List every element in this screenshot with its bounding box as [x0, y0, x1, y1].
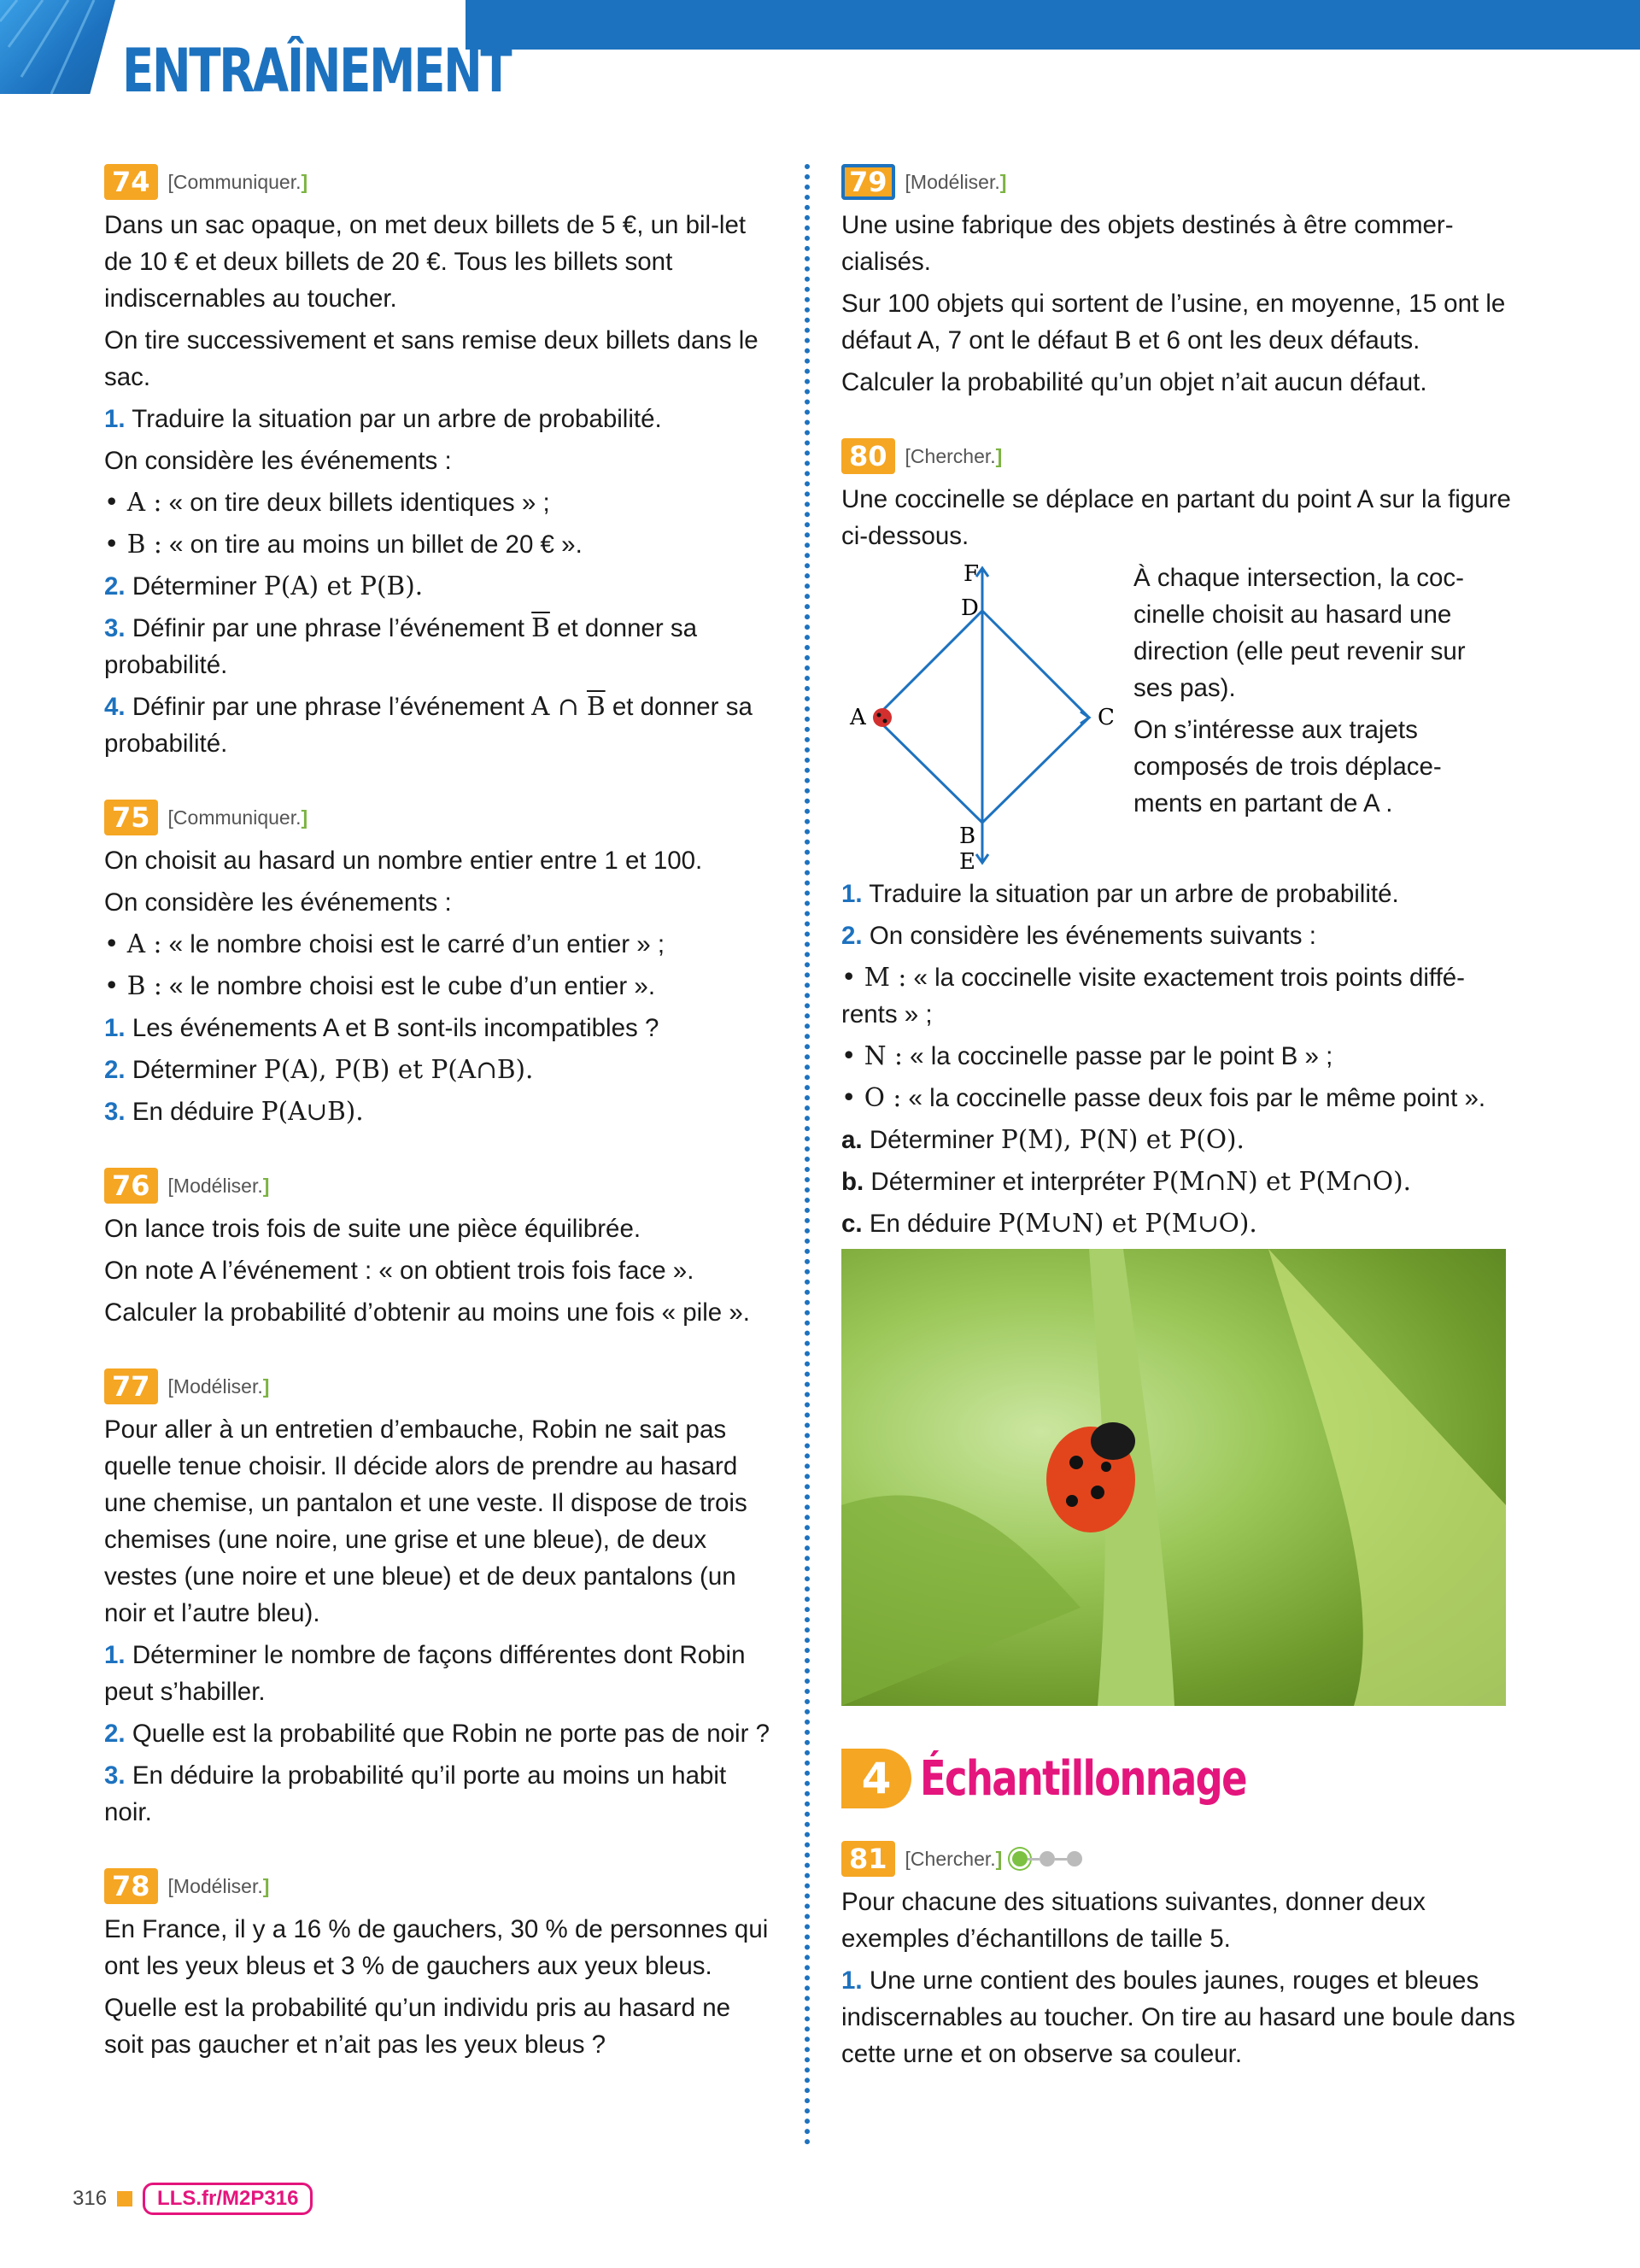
- statement: On tire successivement et sans remise deux billets dans le sac.: [104, 326, 758, 391]
- question-a: a. Déterminer P(M), P(N) et P(O).: [841, 1125, 1245, 1154]
- statement: Calculer la probabilité d’obtenir au moins une fois « pile ».: [104, 1298, 750, 1327]
- ladybug-photo: [841, 1249, 1506, 1706]
- statement: On considère les événements :: [104, 888, 452, 917]
- left-column: [104, 162, 775, 2099]
- competence-tag: [Chercher.]: [905, 444, 1003, 467]
- statement: Quelle est la probabilité qu’un individu pris au hasard ne soit pas gaucher et n’ait pas les yeux bleus ?: [104, 1994, 731, 2059]
- ladybug-photo-illustration: [841, 1249, 1506, 1706]
- exercise-number: 78: [104, 1868, 158, 1904]
- exercise-76: [104, 1166, 775, 1331]
- page-title: ENTRAÎNEMENT: [122, 36, 511, 106]
- event-o: • O : « la coccinelle passe deux fois par le même point ».: [841, 1083, 1486, 1112]
- section-number: 4: [841, 1749, 911, 1808]
- exercise-number: 81: [841, 1841, 895, 1877]
- question-1: 1. Les événements A et B sont-ils incompatibles ?: [104, 1014, 659, 1042]
- exercise-number: 74: [104, 164, 158, 200]
- competence-tag: [Modéliser.]: [167, 1174, 270, 1197]
- difficulty-indicator: [1012, 1851, 1082, 1867]
- exercise-number: 75: [104, 800, 158, 835]
- event-a: • A : « le nombre choisi est le carré d’un entier » ;: [104, 929, 665, 958]
- statement: Pour aller à un entretien d’embauche, Robin ne sait pas quelle tenue choisir. Il décide alors de prendre au hasard une chemise, un pantalon et une veste. Il dispose de trois chemises (une noire, une grise et une bleue), de deux vestes (une noire et une bleue) et de deux pantalons (un noir et l’autre bleu).: [104, 1415, 747, 1627]
- footer: [73, 2183, 313, 2215]
- exercise-78: [104, 1867, 775, 2063]
- question-1: 1. Déterminer le nombre de façons différentes dont Robin peut s’habiller.: [104, 1641, 746, 1706]
- exercise-number: 77: [104, 1368, 158, 1404]
- competence-tag: [Modéliser.]: [167, 1874, 270, 1897]
- footer-square-icon: [117, 2191, 132, 2206]
- statement: Pour chacune des situations suivantes, donner deux exemples d’échantillons de taille 5.: [841, 1888, 1426, 1953]
- point-a-label: A: [850, 705, 866, 730]
- event-b: • B : « le nombre choisi est le cube d’un entier ».: [104, 971, 656, 1000]
- competence-tag: [Chercher.]: [905, 1847, 1003, 1870]
- event-b: • B : « on tire au moins un billet de 20 € ».: [104, 530, 583, 559]
- difficulty-dot-icon: [1067, 1851, 1082, 1867]
- exercise-80: [841, 437, 1516, 1706]
- statement: À chaque intersection, la coc-cinelle choisit au hasard une direction (elle peut revenir sur ses pas).: [1133, 564, 1466, 702]
- question-2: 2. On considère les événements suivants :: [841, 922, 1316, 950]
- arrow-c-icon: [1081, 712, 1089, 724]
- event-m: • M : « la coccinelle visite exactement trois points diffé-rents » ;: [841, 963, 1466, 1029]
- statement: Une coccinelle se déplace en partant du point A sur la figure ci-dessous.: [841, 485, 1511, 550]
- statement: Calculer la probabilité qu’un objet n’ait aucun défaut.: [841, 368, 1427, 396]
- exercise-77: [104, 1367, 775, 1831]
- competence-tag: [Communiquer.]: [167, 806, 308, 829]
- question-2: 2. Déterminer P(A) et P(B).: [104, 571, 424, 601]
- section-title: Échantillonnage: [920, 1750, 1246, 1807]
- statement: On note A l’événement : « on obtient trois fois face ».: [104, 1257, 694, 1285]
- ladybug-icon: [873, 708, 892, 727]
- exercise-number: 80: [841, 438, 895, 474]
- exercise-74: [104, 162, 775, 762]
- statement: Une usine fabrique des objets destinés à être commer-cialisés.: [841, 211, 1454, 276]
- statement: On choisit au hasard un nombre entier entre 1 et 100.: [104, 847, 703, 875]
- statement: On s’intéresse aux trajets composés de trois déplace-ments en partant de A .: [1133, 716, 1442, 818]
- statement: Sur 100 objets qui sortent de l’usine, en moyenne, 15 ont le défaut A, 7 ont le défaut B et 6 ont les deux défauts.: [841, 290, 1506, 355]
- page-number: 316: [73, 2187, 108, 2210]
- question-4: 4. Définir par une phrase l’événement A ∩ $\overline{B}$ et donner sa probabilité.: [104, 692, 753, 758]
- header-bar: [466, 0, 1640, 50]
- question-2: 2. Quelle est la probabilité que Robin ne porte pas de noir ?: [104, 1720, 770, 1748]
- question-b: b. Déterminer et interpréter P(M∩N) et P(M∩O).: [841, 1167, 1412, 1196]
- statement: Dans un sac opaque, on met deux billets de 5 €, un bil-let de 10 € et deux billets de 20 €. Tous les billets sont indiscernables au toucher.: [104, 211, 747, 313]
- event-n: • N : « la coccinelle passe par le point B » ;: [841, 1041, 1333, 1070]
- resource-link[interactable]: LLS.fr/M2P316: [143, 2183, 313, 2215]
- statement: On lance trois fois de suite une pièce équilibrée.: [104, 1215, 641, 1243]
- exercise-81: [841, 1839, 1516, 2072]
- section-heading: [841, 1749, 1516, 1808]
- question-c: c. En déduire P(M∪N) et P(M∪O).: [841, 1209, 1257, 1238]
- exercise-75: [104, 798, 775, 1130]
- question-1: 1. Une urne contient des boules jaunes, rouges et bleues indiscernables au toucher. On tire au hasard une boule dans cette urne et on observe sa couleur.: [841, 1966, 1515, 2068]
- event-a: • A : « on tire deux billets identiques » ;: [104, 488, 550, 517]
- difficulty-dot-icon: [1012, 1851, 1028, 1867]
- statement: En France, il y a 16 % de gauchers, 30 % de personnes qui ont les yeux bleus et 3 % de gauchers aux yeux bleus.: [104, 1915, 769, 1980]
- corner-pattern-icon: [0, 0, 115, 94]
- point-e-label: E: [959, 849, 975, 875]
- question-1: 1. Traduire la situation par un arbre de probabilité.: [104, 405, 662, 433]
- point-b-label: B: [959, 823, 976, 849]
- column-divider: [805, 164, 810, 2146]
- competence-tag: [Modéliser.]: [905, 170, 1007, 193]
- competence-tag: [Modéliser.]: [167, 1374, 270, 1398]
- difficulty-dot-icon: [1040, 1851, 1055, 1867]
- competence-tag: [Communiquer.]: [167, 170, 308, 193]
- question-2: 2. Déterminer P(A), P(B) et P(A∩B).: [104, 1055, 534, 1084]
- statement: On considère les événements :: [104, 447, 452, 475]
- exercise-number: 79: [841, 164, 895, 200]
- point-f-label: F: [964, 561, 980, 587]
- question-3: 3. Définir par une phrase l’événement $\overline{B}$ et donner sa probabilité.: [104, 613, 698, 679]
- question-3: 3. En déduire P(A∪B).: [104, 1097, 364, 1126]
- ladybug-path-diagram: [841, 560, 1115, 876]
- exercise-79: [841, 162, 1516, 401]
- exercise-number: 76: [104, 1168, 158, 1204]
- question-3: 3. En déduire la probabilité qu’il porte au moins un habit noir.: [104, 1761, 727, 1826]
- point-d-label: D: [961, 595, 979, 621]
- point-c-label: C: [1098, 705, 1115, 730]
- right-column: [841, 162, 1516, 2108]
- question-1: 1. Traduire la situation par un arbre de probabilité.: [841, 880, 1399, 908]
